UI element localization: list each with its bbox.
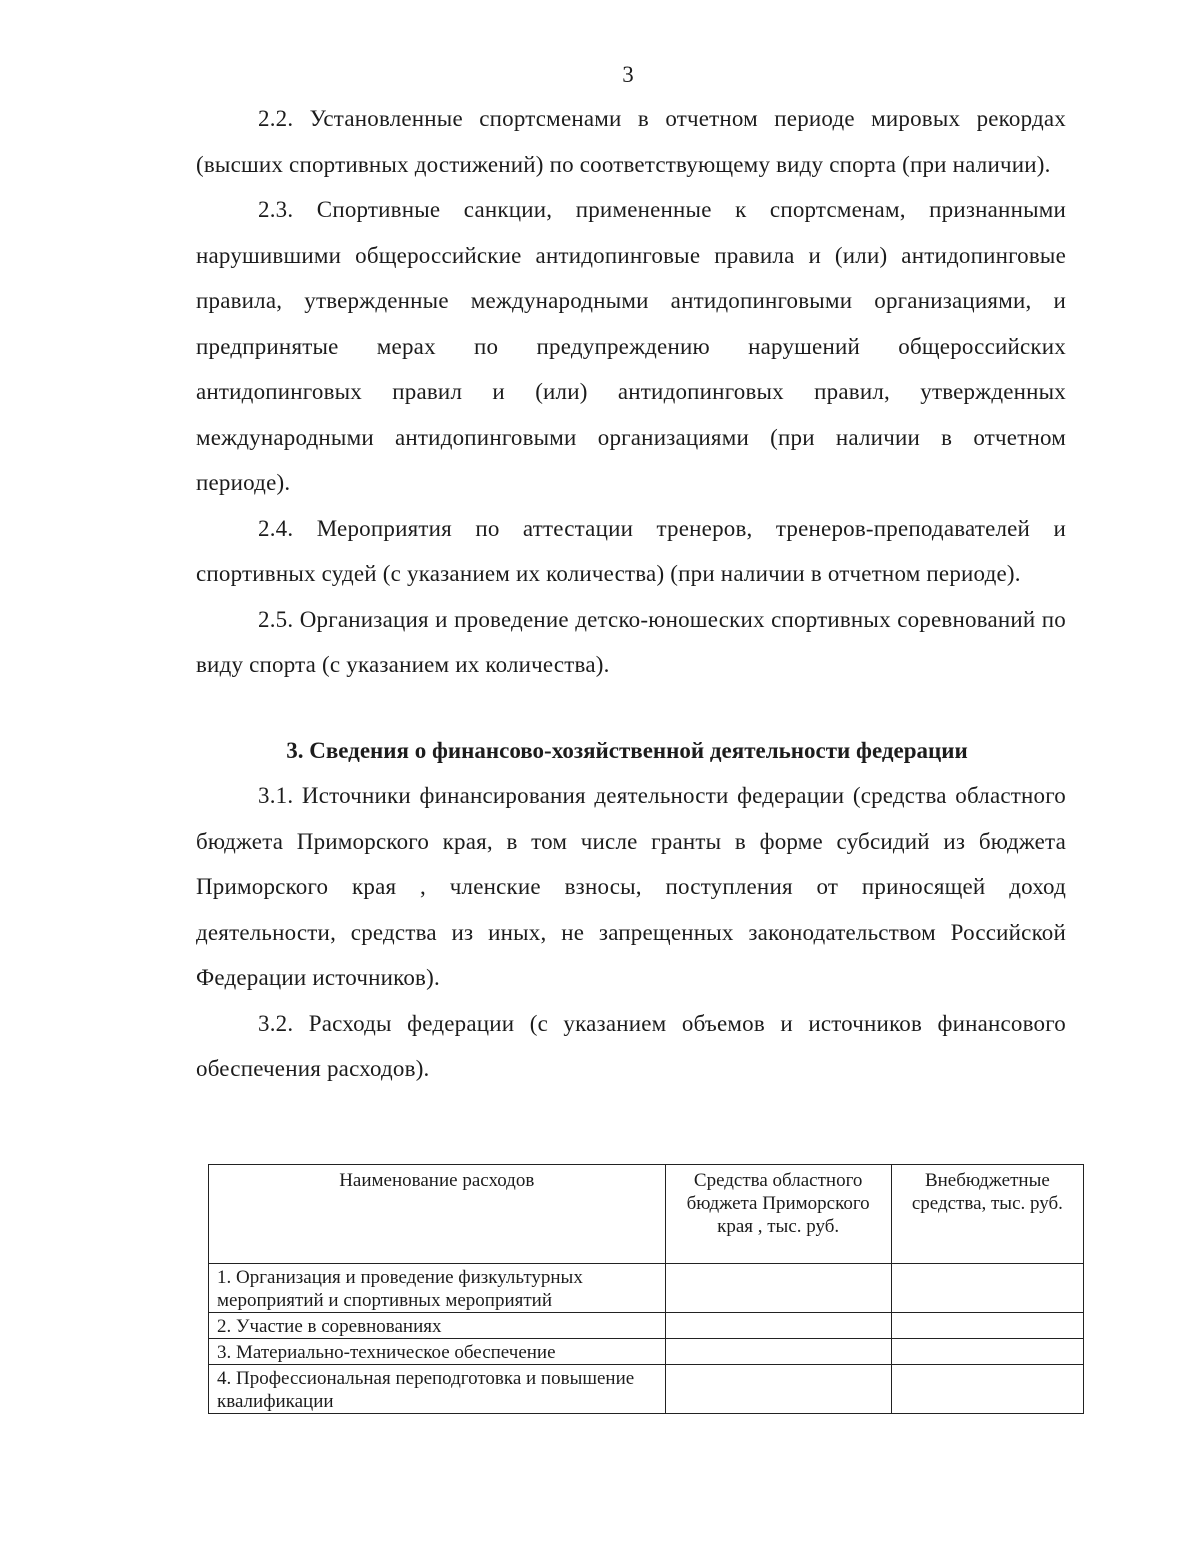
row-regional-budget bbox=[665, 1339, 891, 1365]
paragraph-2-3: 2.3. Спортивные санкции, примененные к спортсменам, признанными нарушившими общероссийские антидопинговые правила и (или) антидопинговые правила, утвержденные международными антидопинговыми организациями, и предпринятые мерах по предупреждению нарушений общероссийских антидопинговых правил и (или) антидопинговых правил, утвержденных международными антидопинговыми организациями (при наличии в отчетном периоде). bbox=[196, 197, 1066, 495]
table-row bbox=[209, 1339, 1084, 1365]
paragraph-2-5: 2.5. Организация и проведение детско-юношеских спортивных соревнований по виду спорта (с указанием их количества). bbox=[196, 606, 1066, 677]
paragraph-3-2: 3.2. Расходы федерации (с указанием объемов и источников финансового обеспечения расходов). bbox=[196, 1010, 1066, 1081]
row-regional-budget bbox=[665, 1365, 891, 1414]
expenses-table bbox=[208, 1164, 1084, 1414]
row-extra-budget bbox=[891, 1313, 1083, 1339]
header-expense-name: Наименование расходов bbox=[209, 1165, 666, 1264]
header-regional-budget: Средства областного бюджета Приморского края , тыс. руб. bbox=[665, 1165, 891, 1264]
paragraph-3-1: 3.1. Источники финансирования деятельности федерации (средства областного бюджета Приморского края, в том числе гранты в форме субсидий из бюджета Приморского края , членские взносы, поступления от приносящей доход деятельности, средства из иных, не запрещенных законодательством Российской Федерации источников). bbox=[196, 783, 1066, 990]
row-regional-budget bbox=[665, 1264, 891, 1313]
row-extra-budget bbox=[891, 1339, 1083, 1365]
table-header-row bbox=[209, 1165, 1084, 1264]
section-3-heading: 3. Сведения о финансово-хозяйственной деятельности федерации bbox=[286, 737, 968, 763]
row-extra-budget bbox=[891, 1365, 1083, 1414]
header-extra-budget: Внебюджетные средства, тыс. руб. bbox=[891, 1165, 1083, 1264]
table-row bbox=[209, 1313, 1084, 1339]
document-body bbox=[196, 96, 1066, 1092]
table-row bbox=[209, 1264, 1084, 1313]
row-extra-budget bbox=[891, 1264, 1083, 1313]
page-number: 3 bbox=[622, 62, 634, 87]
paragraph-2-2: 2.2. Установленные спортсменами в отчетном периоде мировых рекордах (высших спортивных достижений) по соответствующему виду спорта (при наличии). bbox=[196, 106, 1066, 177]
paragraph-2-4: 2.4. Мероприятия по аттестации тренеров, тренеров-преподавателей и спортивных судей (с указанием их количества) (при наличии в отчетном периоде). bbox=[196, 515, 1066, 586]
section-spacer bbox=[196, 688, 1066, 728]
row-expense-name: 4. Профессиональная переподготовка и повышение квалификации bbox=[209, 1365, 666, 1414]
row-regional-budget bbox=[665, 1313, 891, 1339]
table-row bbox=[209, 1365, 1084, 1414]
row-expense-name: 1. Организация и проведение физкультурных мероприятий и спортивных мероприятий bbox=[209, 1264, 666, 1313]
row-expense-name: 2. Участие в соревнованиях bbox=[209, 1313, 666, 1339]
row-expense-name: 3. Материально-техническое обеспечение bbox=[209, 1339, 666, 1365]
